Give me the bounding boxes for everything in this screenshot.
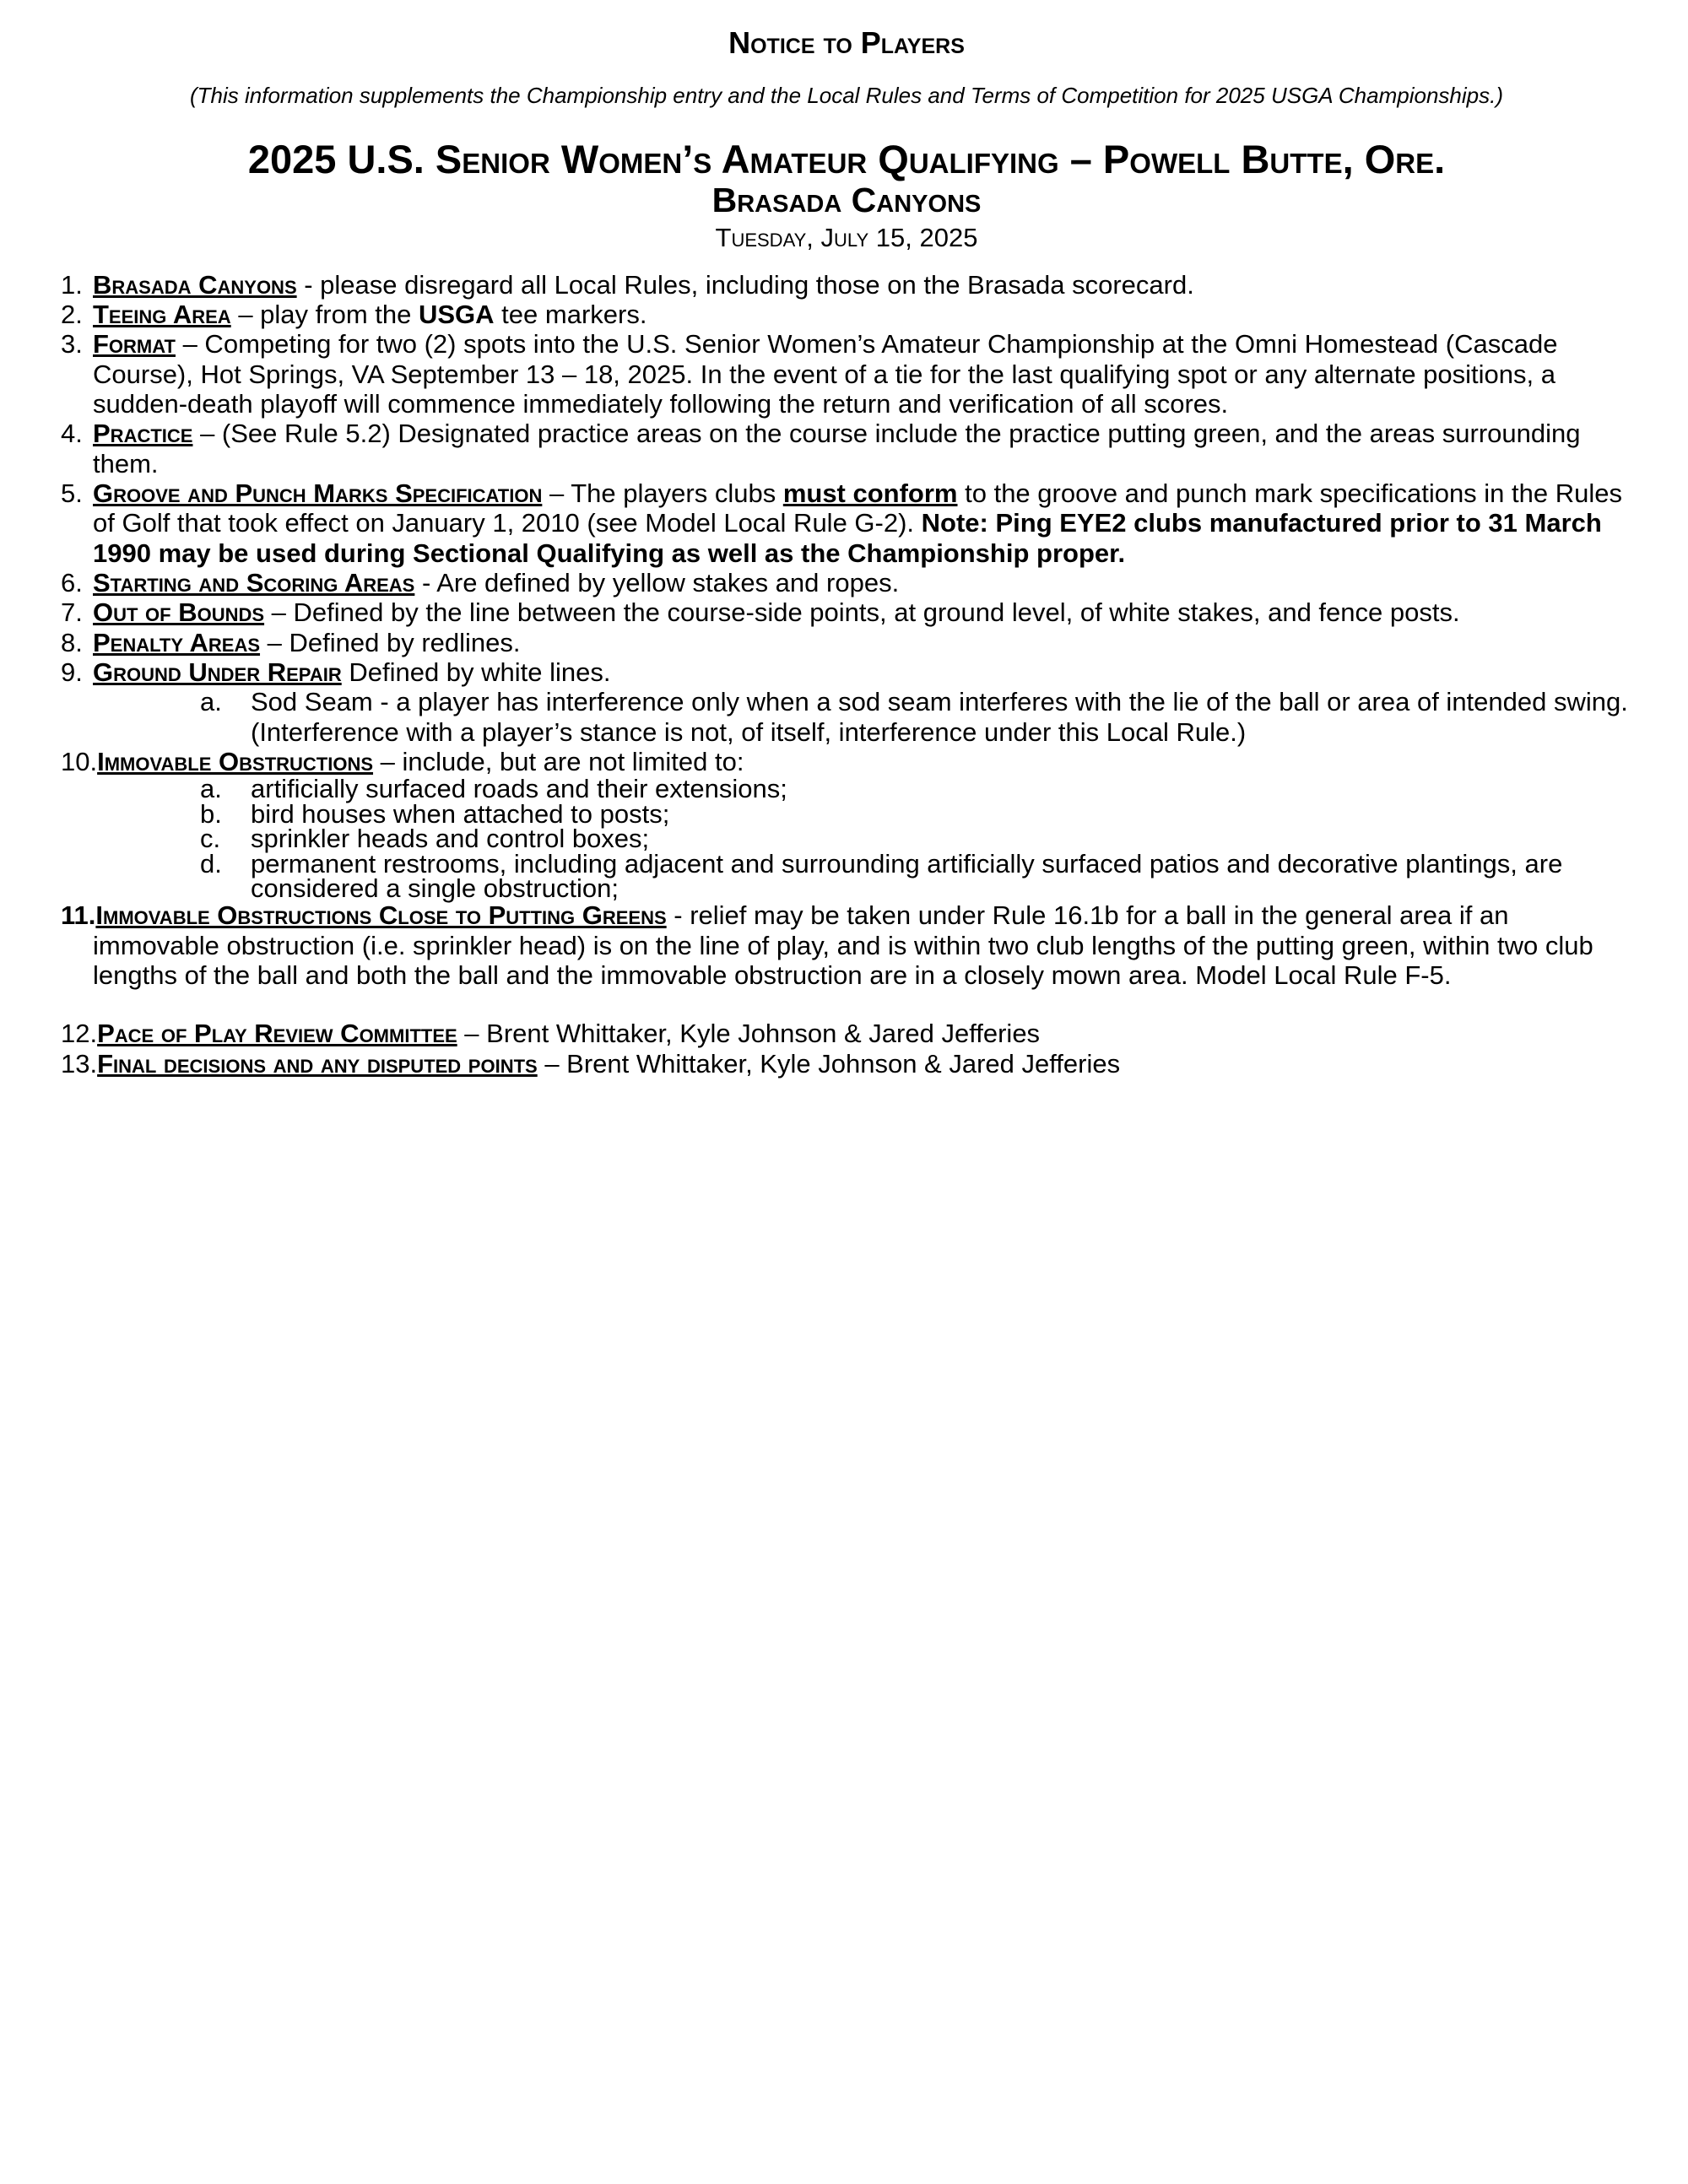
item-body-note: Note: Ping EYE2 clubs manufactured prior to 31 March 1990 may be used during Sectional Qualifying as well as the Championship proper. bbox=[93, 508, 1602, 568]
item-number: 8. bbox=[61, 627, 83, 657]
sub-item bbox=[200, 774, 1632, 804]
sub-item-letter: c. bbox=[200, 824, 221, 854]
list-item-6 bbox=[61, 568, 1632, 597]
item-body: - please disregard all Local Rules, including those on the Brasada scorecard. bbox=[296, 269, 1194, 300]
list-item-2 bbox=[61, 300, 1632, 329]
sub-item bbox=[200, 687, 1632, 747]
item-body: tee markers. bbox=[494, 300, 647, 330]
item-heading: Teeing Area bbox=[93, 300, 231, 330]
item-body-bold-underline: must conform bbox=[782, 478, 958, 508]
sub-item-text: sprinkler heads and control boxes; bbox=[251, 824, 650, 854]
item-number: 13. bbox=[61, 1048, 98, 1078]
item-number: 3. bbox=[61, 329, 83, 359]
item-body: – The players clubs bbox=[542, 478, 783, 508]
item-heading: Groove and Punch Marks Specification bbox=[93, 478, 543, 508]
sub-item-letter: b. bbox=[200, 798, 222, 829]
list-item-11 bbox=[61, 900, 1632, 990]
sub-item bbox=[200, 848, 1632, 904]
rules-list bbox=[61, 270, 1632, 1078]
event-date: Tuesday, July 15, 2025 bbox=[715, 223, 978, 253]
supplement-note: (This information supplements the Championship entry and the Local Rules and Terms of Competition for 2025 USGA Championships.) bbox=[190, 83, 1503, 109]
item-heading: Immovable Obstructions Close to Putting Greens bbox=[95, 900, 667, 931]
notice-title: Notice to Players bbox=[728, 25, 965, 60]
item-body: – play from the bbox=[230, 300, 419, 330]
item-heading: Penalty Areas bbox=[93, 627, 261, 657]
item-heading: Practice bbox=[93, 419, 193, 449]
item-heading: Out of Bounds bbox=[93, 597, 265, 628]
item-body: - Are defined by yellow stakes and ropes. bbox=[414, 567, 900, 597]
item-heading: Final decisions and any disputed points bbox=[97, 1048, 538, 1078]
sub-item bbox=[200, 798, 1632, 829]
list-item-7 bbox=[61, 597, 1632, 627]
item-number: 1. bbox=[61, 269, 83, 300]
sub-item-letter: a. bbox=[200, 774, 222, 804]
item-number: 7. bbox=[61, 597, 83, 628]
item-body: – include, but are not limited to: bbox=[373, 746, 744, 776]
sub-item-text: Sod Seam - a player has interference only when a sod seam interferes with the lie of the ball or area of intended swing. (Interference with a player’s stance is not, of itself, interference under this Local Rule.) bbox=[251, 687, 1628, 747]
item-number: 12. bbox=[61, 1019, 98, 1049]
list-item-1 bbox=[61, 270, 1632, 300]
item-body: – Defined by the line between the course-side points, at ground level, of white stakes, and fence posts. bbox=[264, 597, 1460, 628]
list-item-4 bbox=[61, 419, 1632, 478]
item-body-bold: USGA bbox=[418, 300, 495, 330]
item-number: 11. bbox=[61, 900, 96, 931]
sub-item-letter: d. bbox=[200, 848, 222, 878]
sub-item-text: artificially surfaced roads and their extensions; bbox=[251, 774, 787, 804]
item-heading: Pace of Play Review Committee bbox=[97, 1019, 457, 1049]
item-body: – Brent Whittaker, Kyle Johnson & Jared Jefferies bbox=[537, 1048, 1121, 1078]
list-item-9 bbox=[61, 657, 1632, 747]
sub-item-text: permanent restrooms, including adjacent and surrounding artificially surfaced patios and decorative plantings, are considered a single obstruction; bbox=[251, 848, 1563, 904]
list-item-5 bbox=[61, 478, 1632, 568]
list-item-3 bbox=[61, 329, 1632, 419]
item-body: to the groove and punch mark specifications in the Rules of Golf that took effect on January 1, 2010 (see Model Local Rule G-2). bbox=[93, 478, 1623, 538]
list-item-8 bbox=[61, 628, 1632, 657]
item-body: - relief may be taken under Rule 16.1b for a ball in the general area if an immovable obstruction (i.e. sprinkler head) is on the line of play, and is within two club lengths of the putting green, within two club lengths of the ball and both the ball and the immovable obstruction are in a closely mown area. Model Local Rule F-5. bbox=[93, 900, 1593, 991]
sub-item bbox=[200, 824, 1632, 854]
item-number: 10. bbox=[61, 746, 98, 776]
item-number: 6. bbox=[61, 567, 83, 597]
venue-title: Brasada Canyons bbox=[711, 181, 982, 220]
item-body: – Competing for two (2) spots into the U.S. Senior Women’s Amateur Championship at the Omni Homestead (Cascade Course), Hot Springs, VA September 13 – 18, 2025. In the event of a tie for the last qualifying spot or any alternate positions, a sudden-death playoff will commence immediately following the return and verification of all scores. bbox=[93, 329, 1558, 419]
item-heading: Starting and Scoring Areas bbox=[93, 567, 415, 597]
list-item-10 bbox=[61, 746, 1632, 904]
item-heading: Format bbox=[93, 329, 176, 359]
list-item-13 bbox=[61, 1049, 1632, 1078]
item-heading: Ground Under Repair bbox=[93, 657, 342, 687]
item-number: 4. bbox=[61, 419, 83, 449]
item-body: – (See Rule 5.2) Designated practice areas on the course include the practice putting green, and the areas surrounding them. bbox=[93, 419, 1581, 478]
list-item-12 bbox=[61, 1019, 1632, 1048]
item-body: – Brent Whittaker, Kyle Johnson & Jared Jefferies bbox=[457, 1019, 1041, 1049]
item-number: 5. bbox=[61, 478, 83, 508]
sub-item-text: bird houses when attached to posts; bbox=[251, 798, 670, 829]
item-number: 2. bbox=[61, 300, 83, 330]
item-heading: Immovable Obstructions bbox=[97, 746, 374, 776]
sub-item-letter: a. bbox=[200, 687, 222, 717]
item-body: Defined by white lines. bbox=[341, 657, 611, 687]
item-number: 9. bbox=[61, 657, 83, 687]
event-title: 2025 U.S. Senior Women’s Amateur Qualifying – Powell Butte, Ore. bbox=[247, 136, 1446, 181]
item-body: – Defined by redlines. bbox=[260, 627, 521, 657]
item-heading: Brasada Canyons bbox=[93, 269, 297, 300]
